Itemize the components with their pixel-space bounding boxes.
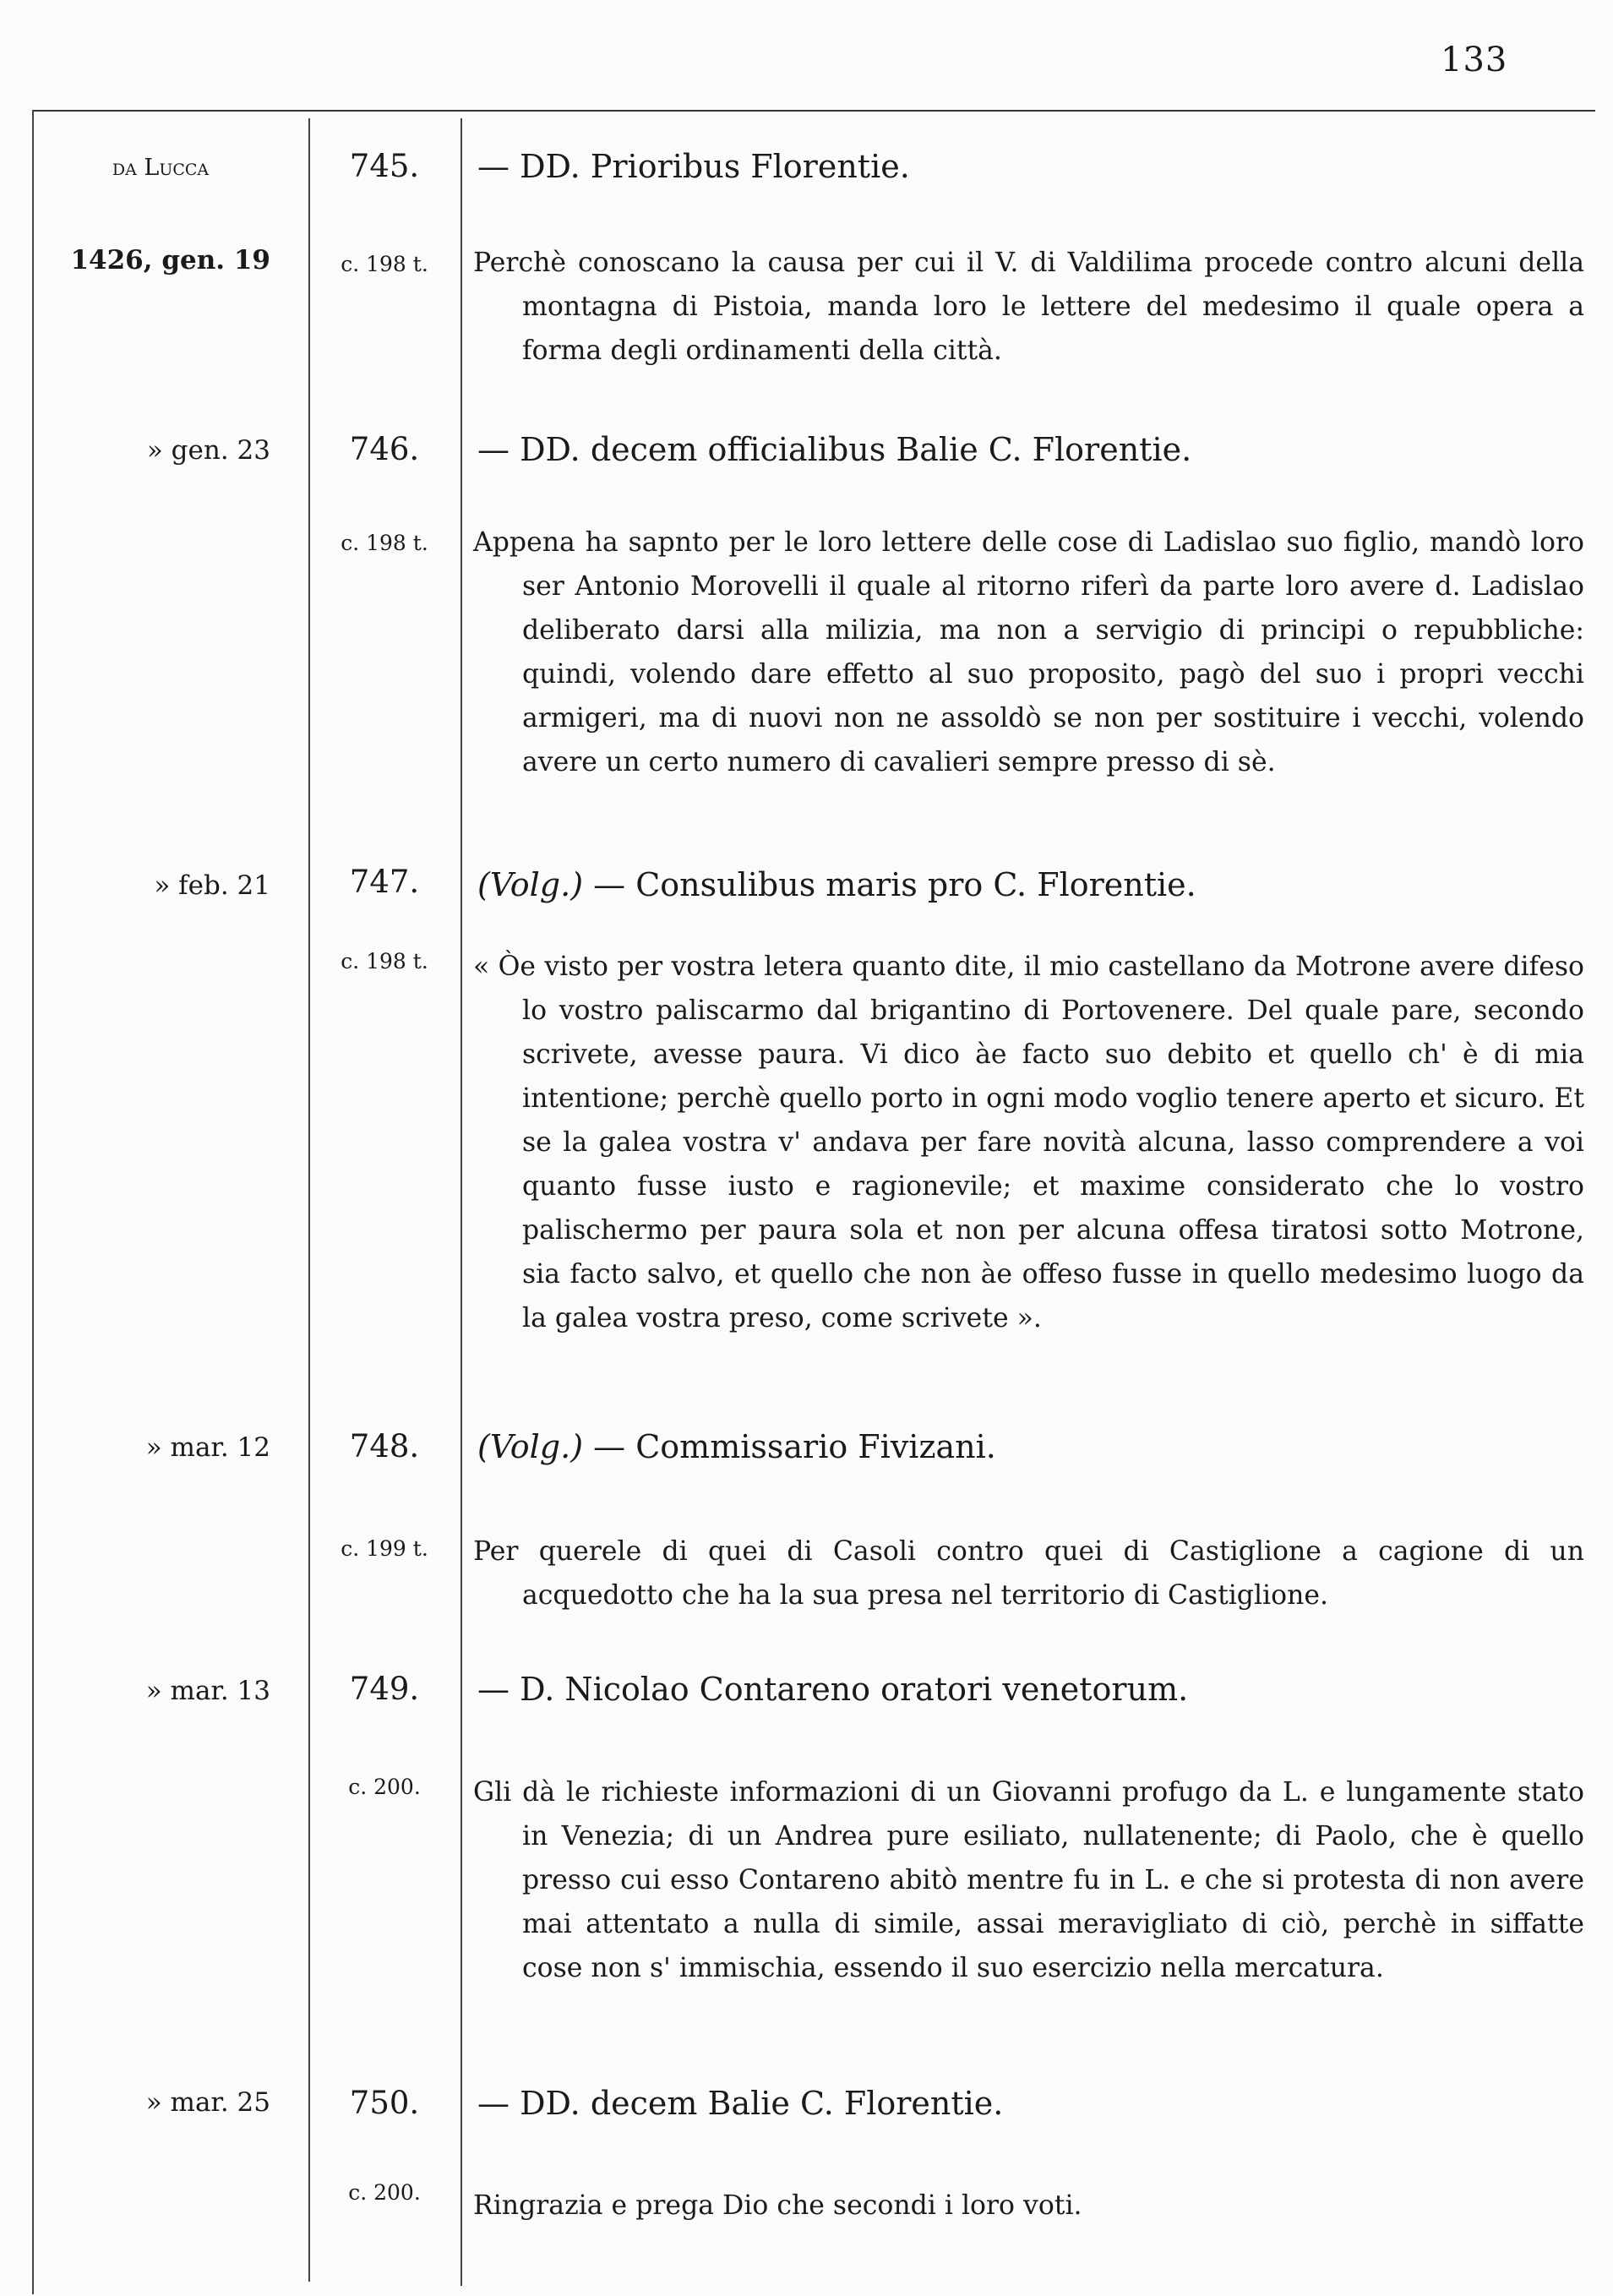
- entry-number: 746.: [349, 431, 420, 467]
- entry-text: Per querele di quei di Casoli contro quei di Castiglione a cagione di un acquedotto che ha la sua presa nel territorio di Castiglione.: [473, 1536, 1584, 1611]
- entry-heading: [477, 148, 910, 185]
- heading-text: — Consulibus maris pro C. Florentie.: [583, 866, 1196, 903]
- heading-text: — DD. decem officialibus Balie C. Florentie.: [477, 431, 1192, 468]
- entry-date: » feb. 21: [154, 870, 270, 901]
- entry-date: 1426, gen. 19: [70, 245, 270, 275]
- heading-text: — DD. Prioribus Florentie.: [477, 148, 910, 185]
- entry-heading: [477, 431, 1191, 468]
- volg-prefix: (Volg.): [477, 866, 584, 903]
- entry-carta: c. 200.: [348, 1775, 421, 1799]
- entry-number: 749.: [349, 1671, 420, 1707]
- entry-date: » mar. 25: [145, 2087, 270, 2118]
- volg-prefix: (Volg.): [477, 1428, 584, 1465]
- entry-date: » mar. 13: [145, 1676, 270, 1706]
- entry-number: 747.: [349, 864, 420, 900]
- entry-heading: [477, 866, 1196, 903]
- entry-text: « Òe visto per vostra letera quanto dite, il mio castellano da Motrone avere difeso lo vostro paliscarmo dal brigantino di Portovenere. Del quale pare, secondo scrivete, avesse paura. Vi dico àe facto suo debito et quello ch' è di mia intentione; perchè quello porto in ogni modo voglio tenere aperto et sicuro. Et se la galea vostra v' andava per fare novità alcuna, lasso comprendere a voi quanto fusse iusto e ragionevile; et maxime considerato che lo vostro palischermo per paura sola et non per alcuna offesa tiratosi sotto Motrone, sia facto salvo, et quello che non àe offeso fusse in quello medesimo luogo da la galea vostra preso, come scrivete ».: [473, 952, 1584, 1333]
- entry-heading: [477, 2085, 1003, 2122]
- entry-carta: c. 198 t.: [341, 531, 428, 555]
- entry-carta: c. 200.: [348, 2180, 421, 2205]
- heading-text: — Commissario Fivizani.: [583, 1428, 996, 1465]
- entry-date: » gen. 23: [146, 435, 270, 466]
- page-number: 133: [1441, 41, 1508, 79]
- column-header-date: da Lucca: [112, 155, 210, 181]
- entry-carta: c. 199 t.: [341, 1536, 428, 1561]
- entry-number: 750.: [349, 2085, 420, 2121]
- entry-heading: [477, 1428, 996, 1465]
- top-rule: [32, 110, 1595, 112]
- column-rule-right: [460, 118, 462, 2286]
- entry-date: » mar. 12: [145, 1432, 270, 1463]
- entry-carta: c. 198 t.: [341, 949, 428, 973]
- entry-text: Ringrazia e prega Dio che secondi i loro voti.: [473, 2190, 1082, 2221]
- entry-text: Perchè conoscano la causa per cui il V. di Valdilima procede contro alcuni della montagna di Pistoia, manda loro le lettere del medesimo il quale opera a forma degli ordinamenti della città.: [473, 248, 1584, 366]
- entry-text: Appena ha sapnto per le loro lettere delle cose di Ladislao suo figlio, mandò loro ser Antonio Morovelli il quale al ritorno riferì da parte loro avere d. Ladislao deliberato darsi alla milizia, ma non a servigio di principi o repubbliche: quindi, volendo dare effetto al suo proposito, pagò del suo i propri vecchi armigeri, ma di nuovi non ne assoldò se non per sostituire i vecchi, volendo avere un certo numero di cavalieri sempre presso di sè.: [473, 527, 1584, 777]
- entry-number: 745.: [349, 148, 420, 184]
- column-rule-middle: [308, 118, 310, 2282]
- entry-heading: [477, 1671, 1188, 1708]
- entry-number: 748.: [349, 1428, 420, 1464]
- entry-carta: c. 198 t.: [341, 252, 428, 276]
- heading-text: — D. Nicolao Contareno oratori venetorum.: [477, 1671, 1189, 1708]
- heading-text: — DD. decem Balie C. Florentie.: [477, 2085, 1004, 2122]
- entry-text: Gli dà le richieste informazioni di un Giovanni profugo da L. e lungamente stato in Venezia; di un Andrea pure esiliato, nullatenente; di Paolo, che è quello presso cui esso Contareno abitò mentre fu in L. e che si protesta di non avere mai attentato a nulla di simile, assai meravigliato di ciò, perchè in siffatte cose non s' immischia, essendo il suo esercizio nella mercatura.: [473, 1777, 1584, 1983]
